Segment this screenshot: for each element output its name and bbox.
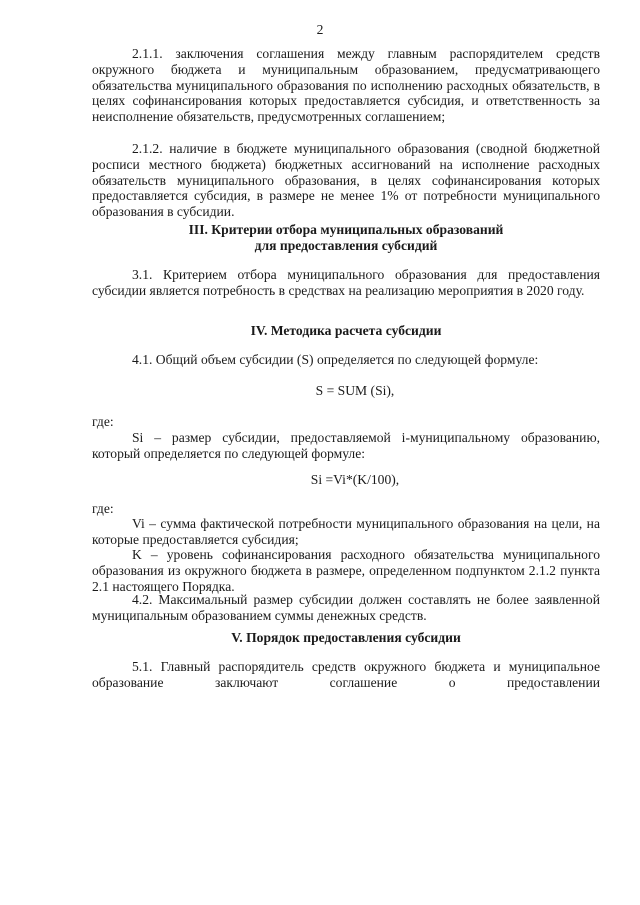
section-5-heading: V. Порядок предоставления субсидии [231,630,461,645]
paragraph-2-1-2: 2.1.2. наличие в бюджете муниципального образования (сводной бюджетной росписи местного бюджета) бюджетных ассигнований на исполнение расходных обязательств муниципального образования, в целях софинансирования которых предоставляется субсидия, в размере не менее 1% от потребности муниципального образования в субсидии. [92,141,600,220]
paragraph-4-2: 4.2. Максимальный размер субсидии должен составлять не более заявленной муниципальным образованием суммы денежных средств. [92,592,600,623]
where-label-2: где: [92,501,114,516]
k-definition: K – уровень софинансирования расходного обязательства муниципального образования из окружного бюджета в размере, определенном подпунктом 2.1.2 пункта 2.1 настоящего Порядка. [92,547,600,594]
si-definition: Si – размер субсидии, предоставляемой i-муниципальному образованию, который определяется по следующей формуле: [92,430,600,461]
vi-definition: Vi – сумма фактической потребности муниципального образования на цели, на которые предоставляется субсидия; [92,516,600,547]
paragraph-4-1: 4.1. Общий объем субсидии (S) определяется по следующей формуле: [132,352,539,367]
paragraph-3-1: 3.1. Критерием отбора муниципального образования для предоставления субсидии является потребность в средствах на реализацию мероприятия в 2020 году. [92,267,600,298]
where-label-1: где: [92,414,114,429]
formula-si: Si =Vi*(K/100), [310,472,400,487]
section-3-heading-line-2: для предоставления субсидий [254,238,438,253]
formula-total-subsidy: S = SUM (Si), [315,383,395,398]
page-number: 2 [316,22,324,37]
paragraph-5-1: 5.1. Главный распорядитель средств окружного бюджета и муниципальное образование заключают соглашение о предоставлении [92,659,600,690]
paragraph-2-1-1: 2.1.1. заключения соглашения между главным распорядителем средств окружного бюджета и муниципальным образованием, предусматривающего обязательства муниципального образования по исполнению расходных обязательств, в целях софинансирования которых предоставляется субсидия, и ответственность за неисполнение обязательств, предусмотренных соглашением; [92,46,600,125]
section-3-heading-line-1: III. Критерии отбора муниципальных образований [188,222,504,237]
section-4-heading: IV. Методика расчета субсидии [250,323,442,338]
